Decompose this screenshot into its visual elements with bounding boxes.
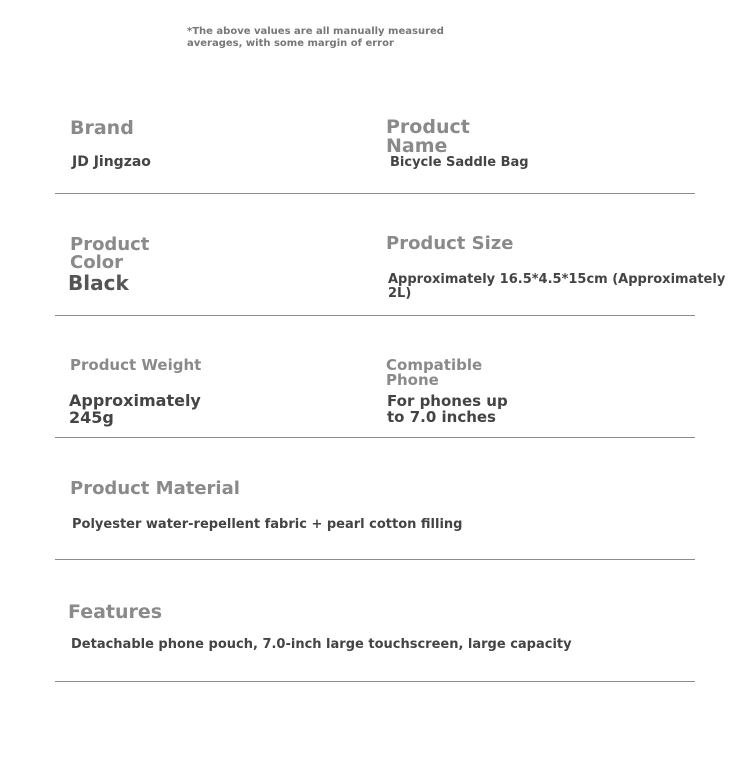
product-material-label: Product Material [70,478,240,499]
product-weight-value: Approximately 245g [69,391,201,427]
divider [55,315,695,316]
divider [55,681,695,682]
product-size-value: Approximately 16.5*4.5*15cm (Approximately 2L) [388,272,726,301]
product-color-label: Product Color [70,234,150,273]
brand-value: JD Jingzao [72,154,151,170]
product-name-label: Product Name [386,116,470,157]
divider [55,559,695,560]
divider [55,437,695,438]
product-material-value: Polyester water-repellent fabric + pearl cotton filling [72,517,463,532]
features-value: Detachable phone pouch, 7.0-inch large touchscreen, large capacity [71,637,572,652]
compatible-phone-value: For phones up to 7.0 inches [387,392,508,426]
measurement-note: *The above values are all manually measured averages, with some margin of error [187,26,444,49]
features-label: Features [68,601,163,623]
divider [55,193,695,194]
product-weight-label: Product Weight [70,356,202,374]
brand-label: Brand [70,117,134,139]
compatible-phone-label: Compatible Phone [386,356,483,389]
product-size-label: Product Size [386,233,514,254]
product-color-value: Black [68,271,129,295]
product-name-value: Bicycle Saddle Bag [390,155,529,170]
